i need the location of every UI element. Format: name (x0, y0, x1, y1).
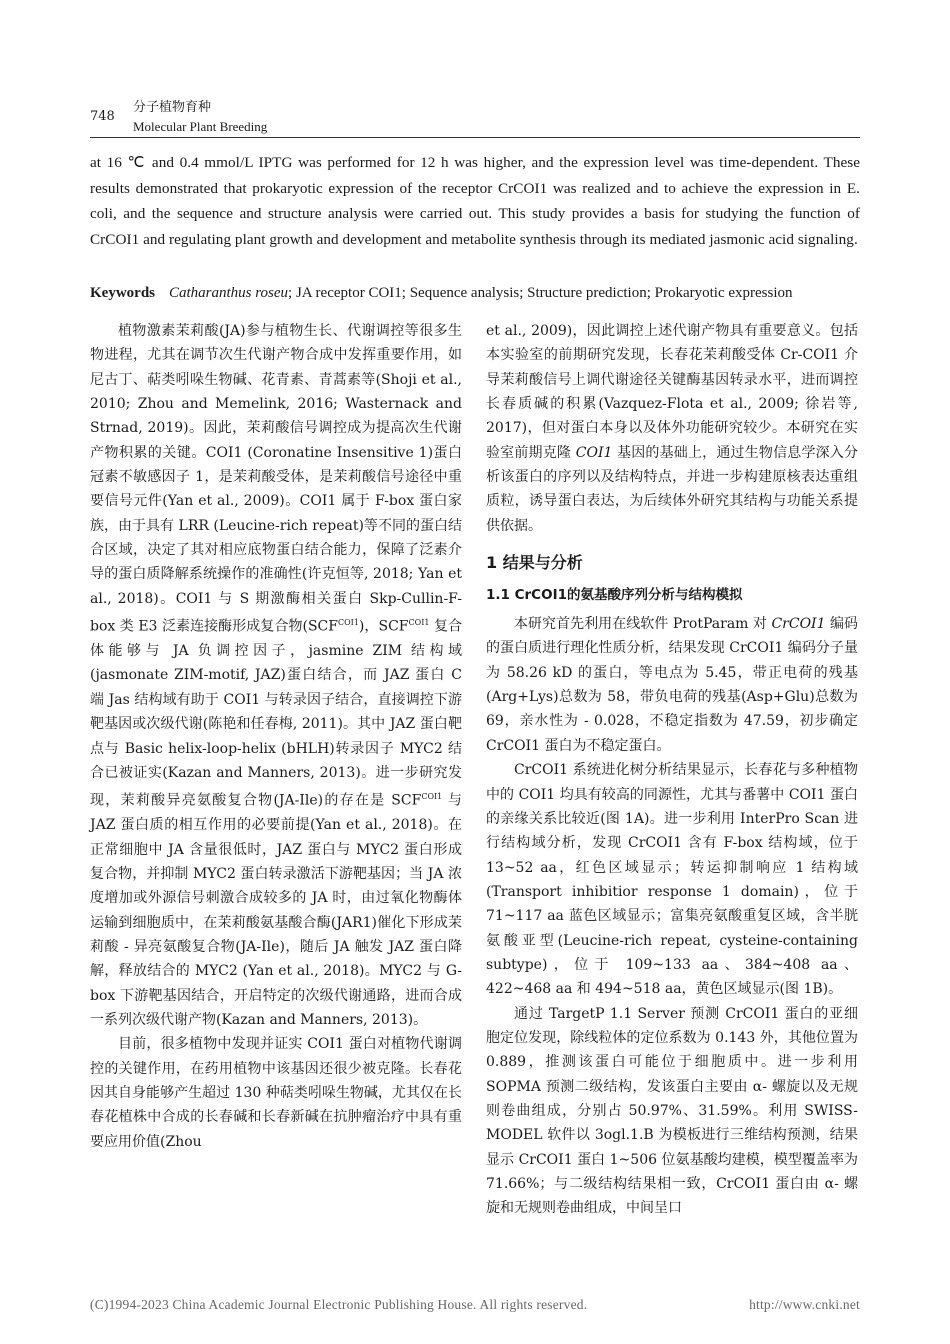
intro-paragraph-2: 目前，很多植物中发现并证实 COI1 蛋白对植物代谢调控的关键作用，在药用植物中该基因还很少被克隆。长春花因其自身能够产生超过 130 种萜类吲哚生物碱，尤其仅在长春花植株中合成的长春碱和长春新碱在抗肿瘤治疗中具有重要应用价值(Zhou (90, 1036, 462, 1150)
text-run: 基因的基础上，通过生物信息学深入分析该蛋白的序列以及结构特点，并进一步构建原核表达重组质粒，诱导蛋白表达，为后续体外研究其结构与功能关系提供依据。 (486, 444, 858, 534)
results-paragraph-3: 通过 TargetP 1.1 Server 预测 CrCOI1 蛋白的亚细胞定位发现，除线粒体的定位系数为 0.143 外，其他位置为 0.889，推测该蛋白可能位于细胞质中。进一步利用 SOPMA 预测二级结构，发该蛋白主要由 α- 螺旋以及无规则卷曲组成，分别占 50.97%、31.59%。利用 SWISS-MODEL 软件以 3ogl.1.B 为模板进行三维结构预测，结果显示 CrCOI1 蛋白 1~506 位氨基酸均建模，模型覆盖率为 71.66%；与二级结构结果相一致，CrCOI1 蛋白由 α- 螺旋和无规则卷曲组成，中间呈口 (486, 1005, 858, 1217)
keywords-label: Keywords (90, 285, 155, 301)
superscript: COI1 (337, 618, 359, 628)
keywords-line (90, 282, 870, 304)
text-run: )，SCF (358, 618, 409, 635)
text-run: 复合体能够与 JA 负调控因子，jasmine ZIM 结构域(jasmonate ZIM-motif, JAZ)蛋白结合，而 JAZ 蛋白 C 端 Jas 结构域有助于 COI1 与转录因子结合，直接调控下游靶基因或次级代谢(陈艳和任春梅, 2011)。其中 JAZ 蛋白靶点与 Basic helix-loop-helix (bHLH)转录因子 MYC2 结合已被证实(Kazan and Manners, 2013)。进一步研究发现，茉莉酸异亮氨酸复合物(JA-Ile)的存在是 SCF (90, 618, 463, 809)
abstract-continued (90, 150, 860, 252)
text-run: et al., 2009)，因此调控上述代谢产物具有重要意义。包括本实验室的前期研究发现，长春花茉莉酸受体 Cr-COI1 介导茉莉酸信号上调代谢途径关键酶基因转录水平，进而调控长春质碱的积累(Vazquez-Flota et al., 2009; 徐岩等, 2017)，但对蛋白本身以及体外功能研究较少。本研究在实验室前期克隆 (486, 323, 858, 461)
section-heading: 1 结果与分析 (486, 553, 583, 573)
text-run: 编码的蛋白质进行理化性质分析，结果发现 CrCOI1 编码分子量为 58.26 kD 的蛋白，等电点为 5.45，带正电荷的残基(Arg+Lys)总数为 58，带负电荷的残基(Asp+Glu)总数为 69，亲水性为 - 0.028，不稳定指数为 47.59，初步确定 CrCOI1 蛋白为不稳定蛋白。 (486, 616, 858, 754)
gene-name: COI1 (575, 444, 613, 461)
keywords-rest: ; JA receptor COI1; Sequence analysis; Structure prediction; Prokaryotic expression (288, 285, 793, 301)
journal-title-cn: 分子植物育种 (133, 100, 212, 115)
text-run: 植物激素茉莉酸(JA)参与植物生长、代谢调控等很多生物进程，尤其在调节次生代谢产物合成中发挥重要作用，如尼古丁、萜类吲哚生物碱、花青素、青蒿素等(Shoji et al., 2010; Zhou and Memelink, 2016; Wasternack and Strnad, 2019)。因此，茉莉酸信号调控成为提高次生代谢产物积累的关键。COI1 (Coronatine Insensitive 1)蛋白冠素不敏感因子 1，是茉莉酸受体，是茉莉酸信号途径中重要信号元件(Yan et al., 2009)。COI1 属于 F-box 蛋白家族，由于具有 LRR (Leucine-rich repeat)等不同的蛋白结合区域，决定了其对相应底物蛋白结合能力，保障了泛素介导的蛋白质降解系统操作的准确性(许克恒等, 2018; Yan et al., 2018)。COI1 与 S 期激酶相关蛋白 Skp-Cullin-F-box 类 E3 泛素连接酶形成复合物(SCF (90, 323, 462, 635)
results-paragraph-2: CrCOI1 系统进化树分析结果显示，长春花与多种植物中的 COI1 均具有较高的同源性，尤其与番薯中 COI1 蛋白的亲缘关系比较近(图 1A)。进一步利用 InterPro Scan 进行结构域分析，发现 CrCOI1 含有 F-box 结构域，位于 13~52 aa，红色区域显示；转运抑制响应 1 结构域(Transport inhibitior response 1 domain)，位于 71~117 aa 蓝色区域显示；富集亮氨酸重复区域，含半胱氨酸亚型(Leucine-rich repeat, cysteine-containing subtype)，位于 109~133 aa、384~408 aa、422~468 aa 和 494~518 aa，黄色区域显示(图 1B)。 (486, 762, 858, 998)
left-column (90, 319, 462, 1154)
keywords-species: Catharanthus roseu (169, 285, 289, 301)
subsection-heading: 1.1 CrCOI1的氨基酸序列分析与结构模拟 (486, 587, 743, 604)
journal-title-en: Molecular Plant Breeding (133, 119, 268, 134)
right-column (486, 319, 858, 1221)
intro-paragraph-1 (90, 319, 462, 1032)
intro-paragraph-2-cont (486, 319, 858, 538)
text-run: 与 JAZ 蛋白质的相互作用的必要前提(Yan et al., 2018)。在正常细胞中 JA 含量很低时，JAZ 蛋白与 MYC2 蛋白形成复合物，并抑制 MYC2 蛋白转录激活下游靶基因；当 JA 浓度增加或外源信号刺激合成较多的 JA 时，由过氧化物酶体运输到细胞质中，在茉莉酸氨基酸合酶(JAR1)催化下形成茉莉酸 - 异亮氨酸复合物(JA-Ile)，随后 JA 触发 JAZ 蛋白降解，释放结合的 MYC2 (Yan et al., 2018)。MYC2 与 G-box 下游靶基因结合，开启特定的次级代谢通路，进而合成一系列次级代谢产物(Kazan and Manners, 2013)。 (90, 792, 463, 1028)
page-number: 748 (90, 109, 115, 124)
cnki-link[interactable]: http://www.cnki.net (749, 1297, 860, 1312)
header-rule (90, 137, 860, 138)
copyright-notice: (C)1994-2023 China Academic Journal Electronic Publishing House. All rights reserved. (90, 1297, 588, 1312)
superscript: COI1 (408, 618, 430, 628)
superscript: COI1 (421, 792, 443, 802)
footer (90, 1297, 860, 1313)
gene-name: CrCOI1 (771, 616, 826, 633)
abstract-text: at 16 ℃ and 0.4 mmol/L IPTG was performed for 12 h was higher, and the expression level was time-dependent. These results demonstrated that prokaryotic expression of the receptor CrCOI1 was realized and to achieve the expression in E. coli, and the sequence and structure analysis were carried out. This study provides a basis for studying the function of CrCOI1 and regulating plant growth and development and metabolite synthesis through its mediated jasmonic acid signaling. (90, 154, 860, 248)
results-paragraph-1 (486, 612, 858, 758)
text-run: 本研究首先利用在线软件 ProtParam 对 (514, 616, 772, 633)
